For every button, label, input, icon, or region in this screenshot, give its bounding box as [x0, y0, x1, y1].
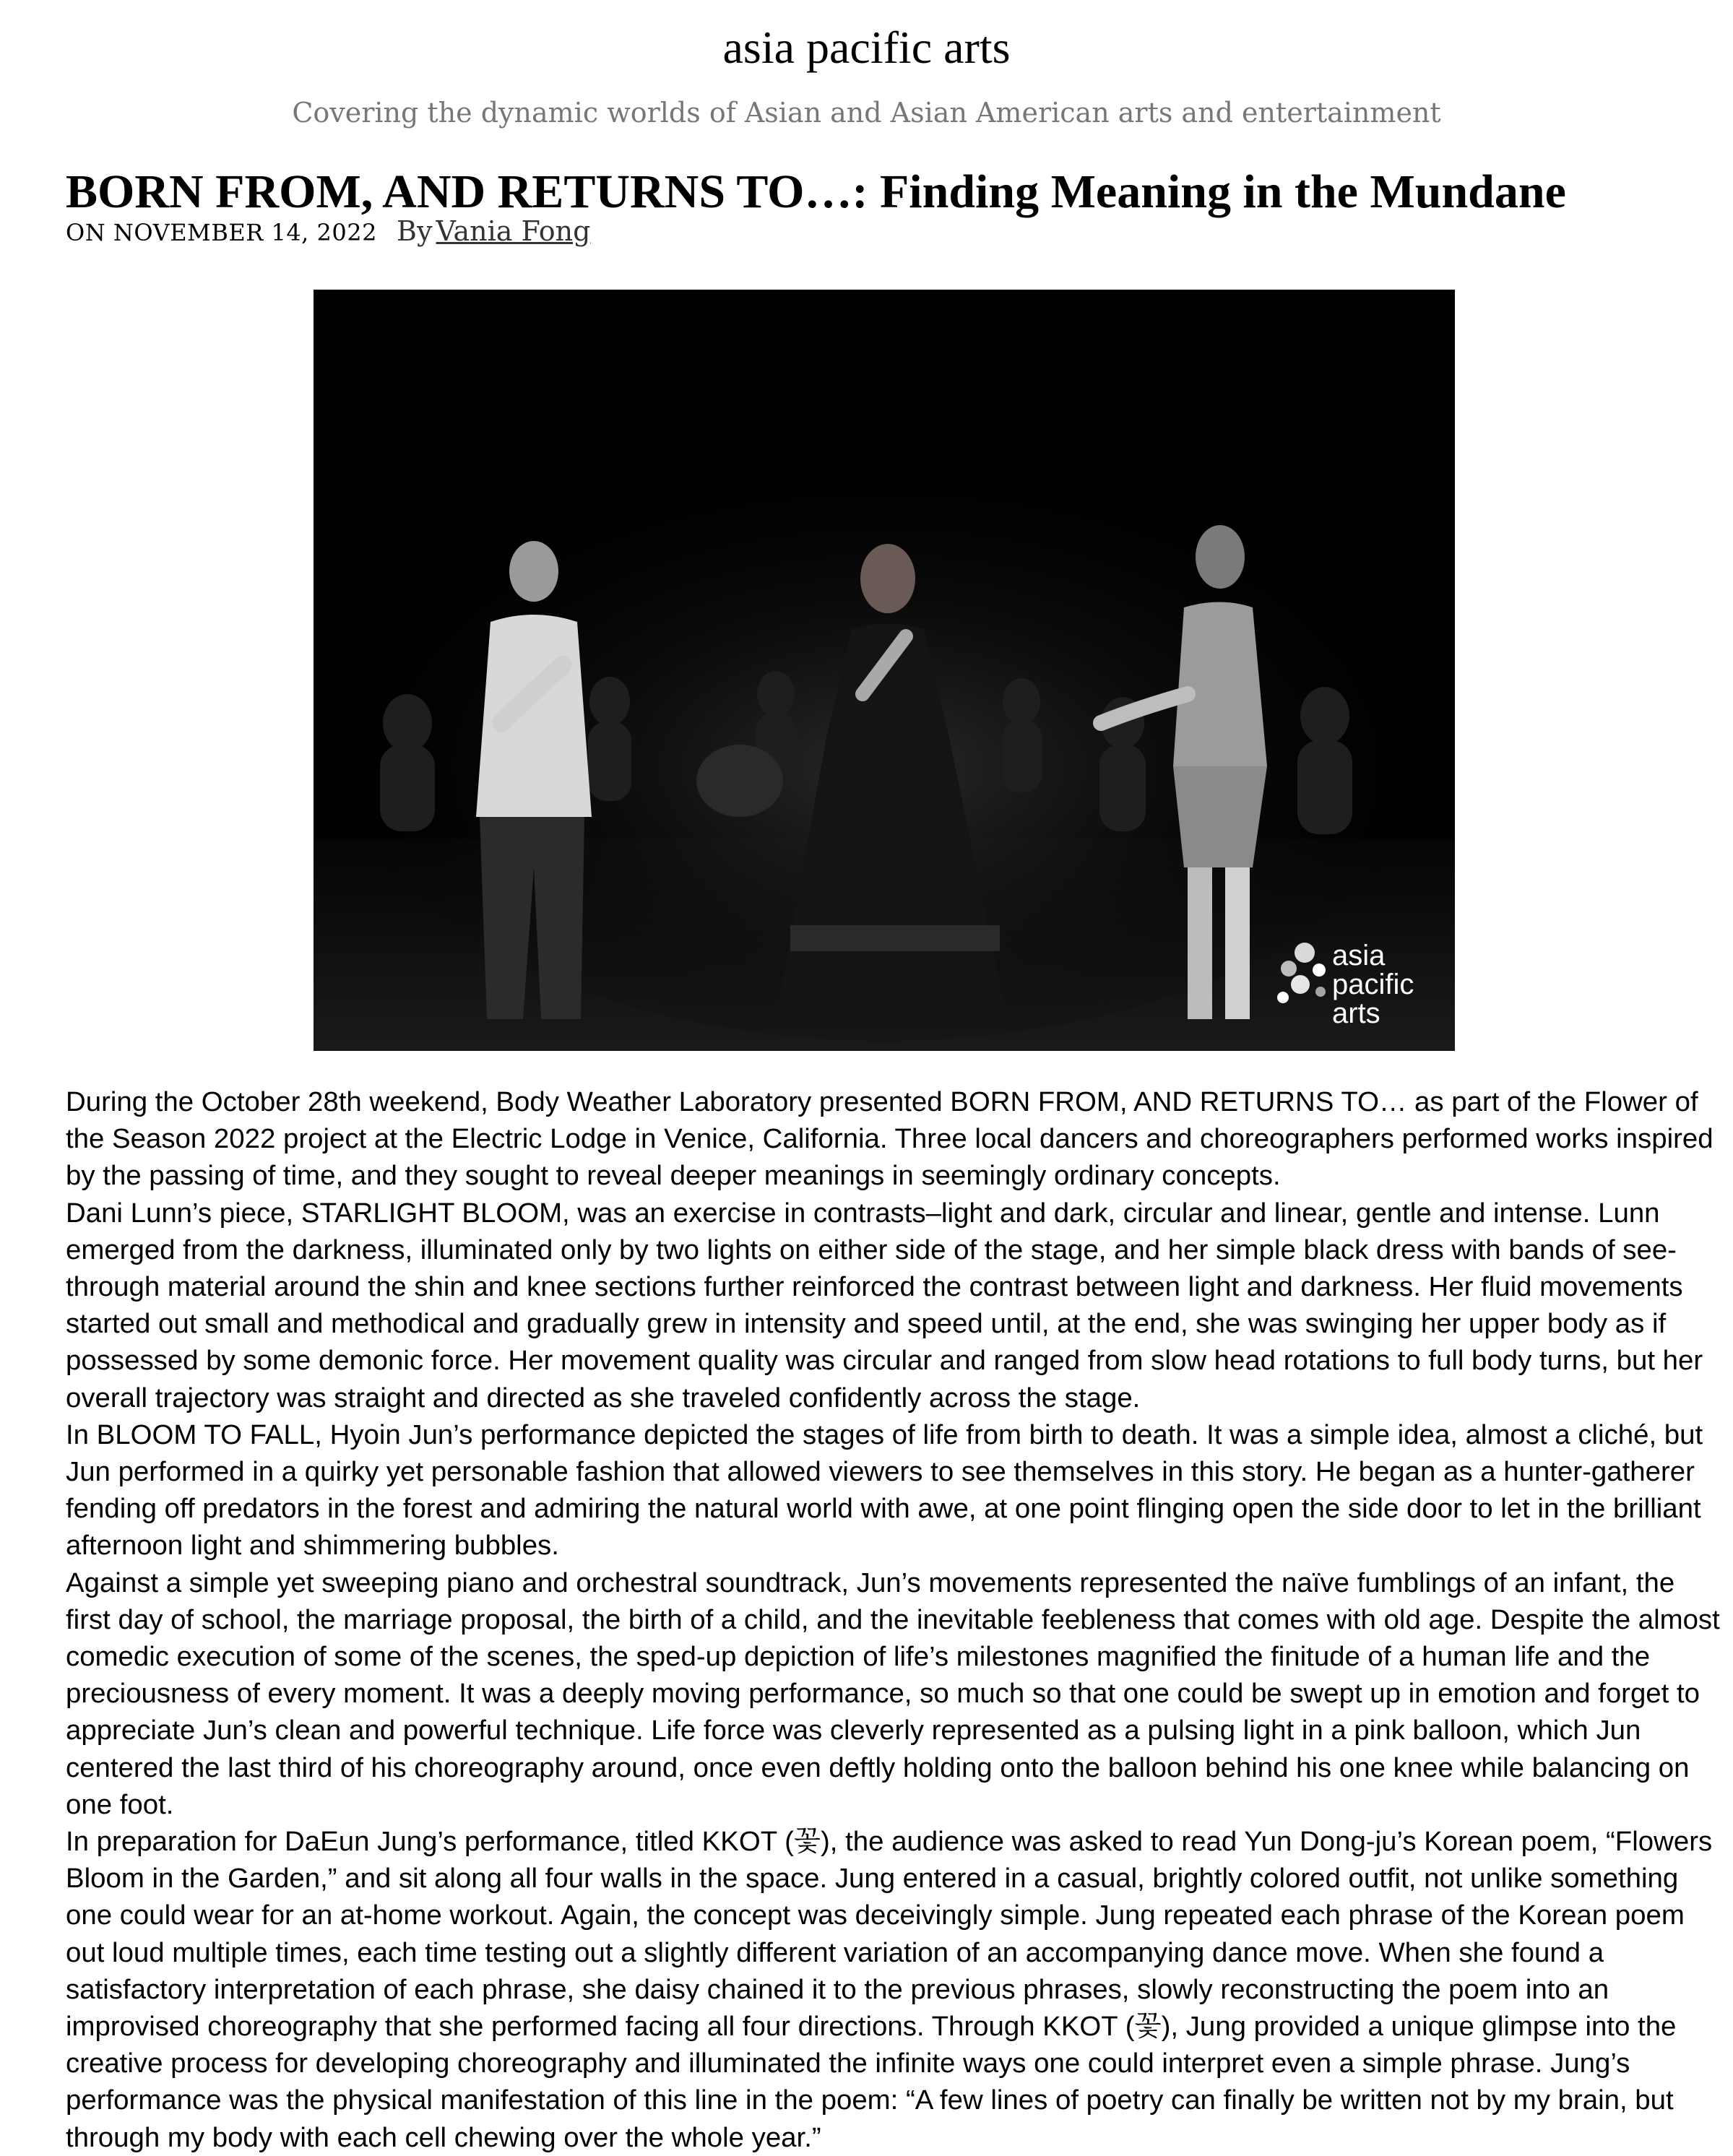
article-paragraph: Dani Lunn’s piece, STARLIGHT BLOOM, was an exercise in contrasts–light and dark, circular and linear, gentle and intense. Lunn emerged from the darkness, illuminated only by two lights on either side of the stage, and her simple black dress with bands of see-through material around the shin and knee sections further reinforced the contrast between light and darkness. Her fluid movements started out small and methodical and gradually grew in intensity and speed until, at the end, she was swinging her upper body as if possessed by some demonic force. Her movement quality was circular and ranged from slow head rotations to full body turns, but her overall trajectory was straight and directed as she traveled confidently across the stage.: [66, 1197, 1703, 1413]
article-paragraph: During the October 28th weekend, Body Weather Laboratory presented BORN FROM, AND RETURNS TO… as part of the Flower of the Season 2022 project at the Electric Lodge in Venice, California. Three local dancers and choreographers performed works inspired by the passing of time, and they sought to reveal deeper meanings in seemingly ordinary concepts.: [66, 1086, 1713, 1192]
article-paragraph: In preparation for DaEun Jung’s performance, titled KKOT (꽃), the audience was asked to read Yun Dong-ju’s Korean poem, “Flowers Bloom in the Garden,” and sit along all four walls in the space. Jung entered in a casual, brightly colored outfit, not unlike something one could wear for an at-home workout. Again, the concept was deceivingly simple. Jung repeated each phrase of the Korean poem out loud multiple times, each time testing out a slightly different variation of an accompanying dance move. When she found a satisfactory interpretation of each phrase, she daisy chained it to the previous phrases, slowly reconstructing the poem into an improvised choreography that she performed facing all four directions. Through KKOT (꽃), Jung provided a unique glimpse into the creative process for developing choreography and illuminated the infinite ways one could interpret even a simple phrase. Jung’s performance was the physical manifestation of this line in the poem: “A few lines of poetry can finally be written not by my brain, but through my body with each cell chewing over the whole year.”: [66, 1826, 1713, 2153]
hero-photo: [314, 290, 1455, 1051]
byline-by: By: [397, 215, 433, 247]
article-paragraph: In BLOOM TO FALL, Hyoin Jun’s performance depicted the stages of life from birth to death. It was a simple idea, almost a cliché, but Jun performed in a quirky yet personable fashion that allowed viewers to see themselves in this story. He began as a hunter-gatherer fending off predators in the forest and admiring the natural world with awe, at one point flinging open the side door to let in the brilliant afternoon light and shimmering bubbles.: [66, 1419, 1703, 1562]
watermark-text-line-2: pacific: [1332, 969, 1414, 1000]
publish-date: ON NOVEMBER 14, 2022: [66, 219, 377, 246]
site-header: [0, 19, 1733, 130]
article-title: BORN FROM, AND RETURNS TO…: Finding Meaning in the Mundane: [66, 165, 1566, 218]
article-body: [66, 1083, 1720, 2156]
site-title[interactable]: asia pacific arts: [722, 22, 1011, 73]
byline: [66, 215, 590, 247]
watermark-text-line-1: asia: [1332, 940, 1386, 971]
stage-photo-illustration: [314, 290, 1455, 1051]
watermark-text-line-3: arts: [1332, 997, 1380, 1029]
author-link[interactable]: Vania Fong: [436, 215, 591, 247]
article-paragraph: Against a simple yet sweeping piano and orchestral soundtrack, Jun’s movements represented the naïve fumblings of an infant, the first day of school, the marriage proposal, the birth of a child, and the inevitable feebleness that comes with old age. Despite the almost comedic execution of some of the scenes, the sped-up depiction of life’s milestones magnified the finitude of a human life and the preciousness of every moment. It was a deeply moving performance, so much so that one could be swept up in emotion and forget to appreciate Jun’s clean and powerful technique. Life force was cleverly represented as a pulsing light in a pink balloon, which Jun centered the last third of his choreography around, once even deftly holding onto the balloon behind his one knee while balancing on one foot.: [66, 1567, 1720, 1820]
site-tagline: Covering the dynamic worlds of Asian and Asian American arts and entertainment: [292, 97, 1441, 129]
